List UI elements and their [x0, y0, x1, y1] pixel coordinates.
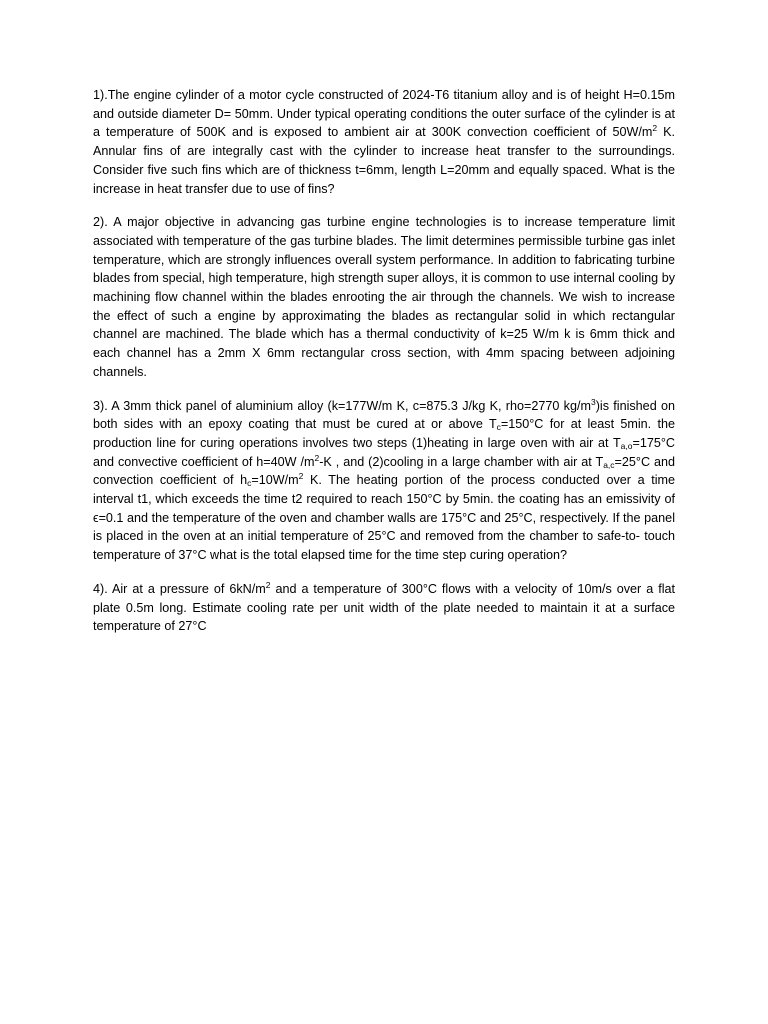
problem-2-text: 2). A major objective in advancing gas turbine engine technologies is to increase temperature limit associated with temperature of the gas turbine blades. The limit determines permissible turbine gas inlet temperature, which are strongly influences overall system performance. In addition to fabricating turbine blades from special, high temperature, high strength super alloys, it is common to use internal cooling by machining flow channel within the blades enrooting the air through the channels. We wish to increase the effect of such a engine by approximating the blades as rectangular solid in which rectangular channel are machined. The blade which has a thermal conductivity of k=25 W/m k is 6mm thick and each channel has a 2mm X 6mm rectangular cross section, with 4mm spacing between adjoining channels.	[93, 215, 675, 379]
superscript: 2	[298, 471, 304, 482]
problem-4	[93, 580, 675, 636]
problem-3-text: =150°C for at least 5min. the production line for curing operations involves two steps (1)heating in large oven with air at T	[93, 417, 675, 450]
subscript: a,o	[620, 440, 633, 451]
problem-3-text: )is finished on both sides with an epoxy coating that must be cured at or above T	[93, 398, 675, 432]
superscript: 3	[590, 396, 596, 407]
superscript: 2	[314, 452, 320, 463]
problem-4-text: and a temperature of 300°C flows with a velocity of 10m/s over a flat plate 0.5m long. Estimate cooling rate per unit width of the plate needed to maintain it at a surface temperature of 27°C	[93, 581, 676, 634]
problem-3-text: 3). A 3mm thick panel of aluminium alloy (k=177W/m K, c=875.3 J/kg K, rho=2770 kg/m	[93, 398, 591, 413]
problem-3-text: =25°C and convection coefficient of h	[93, 454, 675, 488]
problem-1	[93, 86, 675, 198]
problem-3-text: =10W/m	[251, 473, 299, 488]
subscript: c	[496, 422, 501, 433]
subscript: a,c	[603, 459, 615, 470]
superscript: 2	[265, 579, 271, 590]
problem-3	[93, 397, 675, 565]
problem-3-text: K. The heating portion of the process conducted over a time interval t1, which exceeds the time t2 required to reach 150°C by 5min. the coating has an emissivity of ϵ=0.1 and the temperature of the oven and chamber walls are 175°C and 25°C, respectively. If the panel is placed in the oven at an initial temperature of 25°C and removed from the chamber to safe-to- touch temperature of 37°C what is the total elapsed time for the time step curing operation?	[93, 473, 676, 563]
problem-1-text: K. Annular fins of are integrally cast with the cylinder to increase heat transfer to the surroundings. Consider five such fins which are of thickness t=6mm, length L=20mm and equally spaced. What is the increase in heat transfer due to use of fins?	[93, 125, 675, 196]
document-page	[93, 86, 675, 651]
superscript: 2	[652, 123, 658, 134]
problem-3-text: =175°C and convective coefficient of h=40W /m	[93, 435, 675, 469]
subscript: c	[247, 478, 252, 489]
problem-2	[93, 213, 675, 381]
problem-4-text: 4). Air at a pressure of 6kN/m	[93, 581, 266, 596]
problem-1-text: 1).The engine cylinder of a motor cycle constructed of 2024-T6 titanium alloy and is of height H=0.15m and outside diameter D= 50mm. Under typical operating conditions the outer surface of the cylinder is at a temperature of 500K and is exposed to ambient air at 300K convection coefficient of 50W/m	[93, 88, 675, 140]
problem-3-text: -K , and (2)cooling in a large chamber with air at T	[319, 454, 604, 469]
